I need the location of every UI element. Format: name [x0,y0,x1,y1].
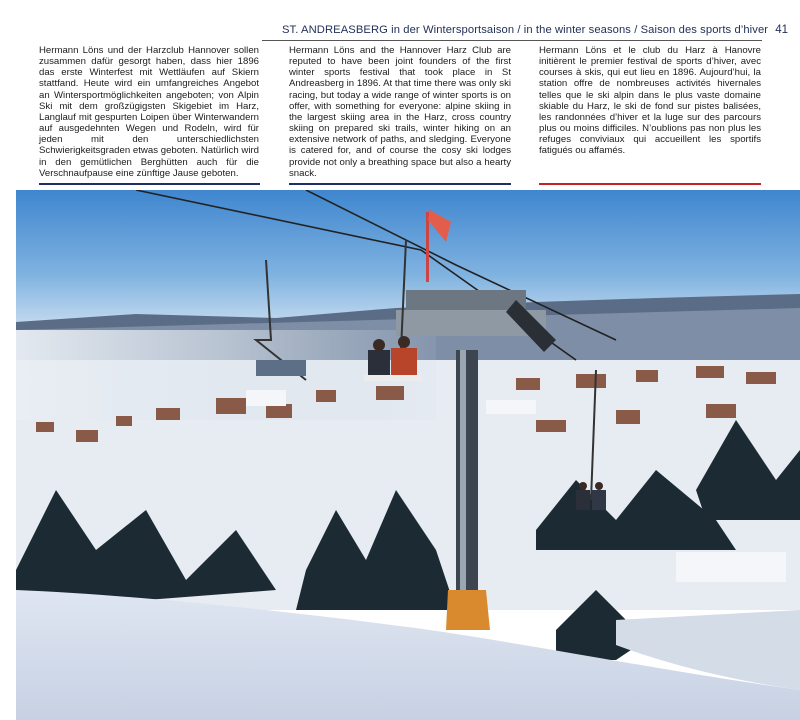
page-number: 41 [775,24,788,36]
german-column-rule [39,183,260,185]
english-text-column [289,45,511,179]
header-title: ST. ANDREASBERG in der Wintersportsaison / in the winter seasons / Saison des sports d’hiver [282,24,769,36]
french-column-rule [539,183,761,185]
header-rule [262,40,762,41]
german-text-column [39,45,259,179]
french-paragraph: Hermann Löns et le club du Harz à Hanovre initièrent le premier festival de sports d’hiver, avec courses à skis, qui eut lieu en 1896. Aujourd’hui, la station offre de nombreuses activités hivernales telles que le ski alpin dans le plus vaste domaine skiable du Harz, le ski de fond sur pistes balisées, les randonnées d’hiver et la luge sur des parcours plus ou moins difficiles. N’oublions pas non plus les refuges conviviaux qui accueillent les sportifs fatigués ou affamés. [539,45,761,157]
running-header [262,22,788,38]
german-paragraph: Hermann Löns und der Harzclub Hannover sollen zusammen dafür gesorgt haben, dass hier 1896 das erste Winterfest mit Wettläufen auf Skiern stattfand. Heute wird ein umfangreiches Angebot an Wintersportmöglichkeiten angeboten; von Alpin Ski mit dem großzügigsten Skigebiet im Harz, Langlauf mit gespurten Loipen über Winterwandern auf ausgedehnten Wegen und Rodeln, wird für jeden mit den unterschiedlichsten Schwierigkeitsgraden etwas geboten. Natürlich wird in den gemütlichen Berghütten auch für die Verschnaufpause eine zünftige Jause geboten. [39,45,259,179]
english-column-rule [289,183,511,185]
english-paragraph: Hermann Löns and the Hannover Harz Club are reputed to have been joint founders of the first winter sports festival that took place in St Andreasberg in 1896. At that time there was only ski racing, but today a wide range of winter sports is on offer, with something for everyone: alpine skiing in the largest skiing area in the Harz, cross country skiing on prepared ski trails, winter hiking on an extensive network of paths, and sledging. Everyone is catered for, and of course the cosy ski lodges provide not only a breathing space but also a hearty snack. [289,45,511,179]
chairlift-photo [16,190,800,720]
french-text-column [539,45,761,157]
